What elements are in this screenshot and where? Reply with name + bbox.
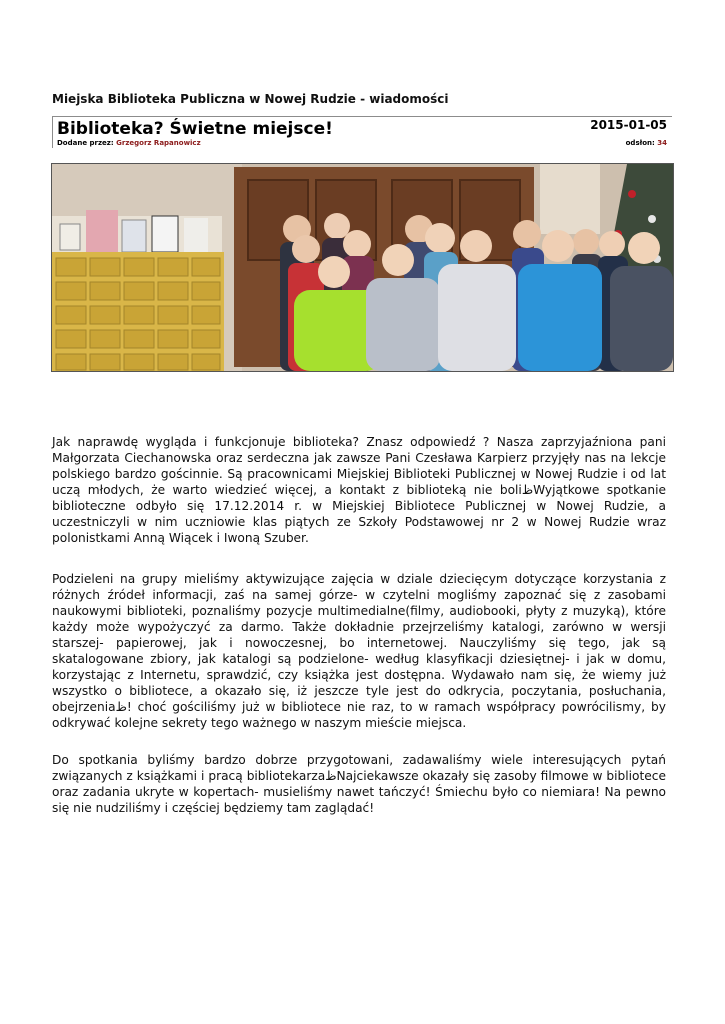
child-blue-jacket — [518, 264, 602, 371]
views-counter — [626, 139, 667, 147]
article-title: Biblioteka? Świetne miejsce! — [57, 119, 333, 139]
article-paragraph-3: Do spotkania byliśmy bardzo dobrze przygotowani, zadawaliśmy wiele interesujących pytań związanych z książkami i pracą bibliotekarzaظNajciekawsze okazały się zasoby filmowe w bibliotece oraz zadania ukryte w kopertach- musieliśmy nawet tańczyć! Śmiechu było co niemiara! Na pewno się nie nudziliśmy i częściej będziemy tam zaglądać! — [52, 753, 666, 815]
header-divider — [52, 116, 672, 117]
article-paragraph-1: Jak naprawdę wygląda i funkcjonuje biblioteka? Znasz odpowiedź ? Nasza zaprzyjaźniona pani Małgorzata Ciechanowska oraz serdeczna jak zawsze Pani Czesława Karpierz przyjęły nas na lekcje polskiego bardzo gościnnie. Są pracownicami Miejskiej Biblioteki Publicznej w Nowej Rudzie i od lat uczą młodych, że warto wiedzieć więcej, a kontakt z biblioteką nie boliظWyjątkowe spotkanie biblioteczne odbyło się 17.12.2014 r. w Miejskiej Bibliotece Publicznej w Nowej Rudzie, a uczestniczyli w nim uczniowie klas piątych ze Szkoły Podstawowej nr 2 w Nowej Rudzie wraz polonistkami Anną Wiącek i Iwoną Szuber. — [52, 435, 666, 545]
header-left-border — [52, 116, 53, 148]
article-date: 2015-01-05 — [590, 118, 667, 132]
byline-label: Dodane przez: — [57, 139, 114, 147]
group-photo-illustration — [52, 164, 673, 371]
author-name[interactable]: Grzegorz Rapanowicz — [116, 139, 201, 147]
site-title: Miejska Biblioteka Publiczna w Nowej Rudzie - wiadomości — [52, 92, 449, 106]
views-label: odsłon: — [625, 139, 655, 147]
article-paragraph-2: Podzieleni na grupy mieliśmy aktywizujące zajęcia w dziale dziecięcym dotyczące korzystania z różnych źródeł informacji, zaś na samej górze- w czytelni mogliśmy zapoznać się z zasobami naukowymi biblioteki, poznaliśmy pozycje multimedialne(filmy, audiobooki, płyty z muzyką), które każdy może wypożyczyć za darmo. Także dokładnie przejrzeliśmy katalogi, zarówno w wersji starszej- papierowej, jak i nowoczesnej, bo internetowej. Nauczyliśmy się tego, jak są skatalogowane zbiory, jak katalogi są podzielone- według klasyfikacji dziesiętnej- i jak w domu, korzystając z Internetu, sprawdzić, czy książka jest dostępna. Wydawało nam się, że wiemy już wszystko o bibliotece, a okazało się, iż jeszcze tyle jest do odkrycia, poczytania, posłuchania, obejrzeniaظ! choć gościliśmy już w bibliotece nie raz, to w ramach współpracy powrócilismy, by odkrywać kolejne sekrety tego ważnego w naszym mieście miejsca. — [52, 572, 666, 730]
byline — [57, 139, 201, 147]
views-count: 34 — [657, 139, 667, 147]
article-photo — [51, 163, 674, 372]
